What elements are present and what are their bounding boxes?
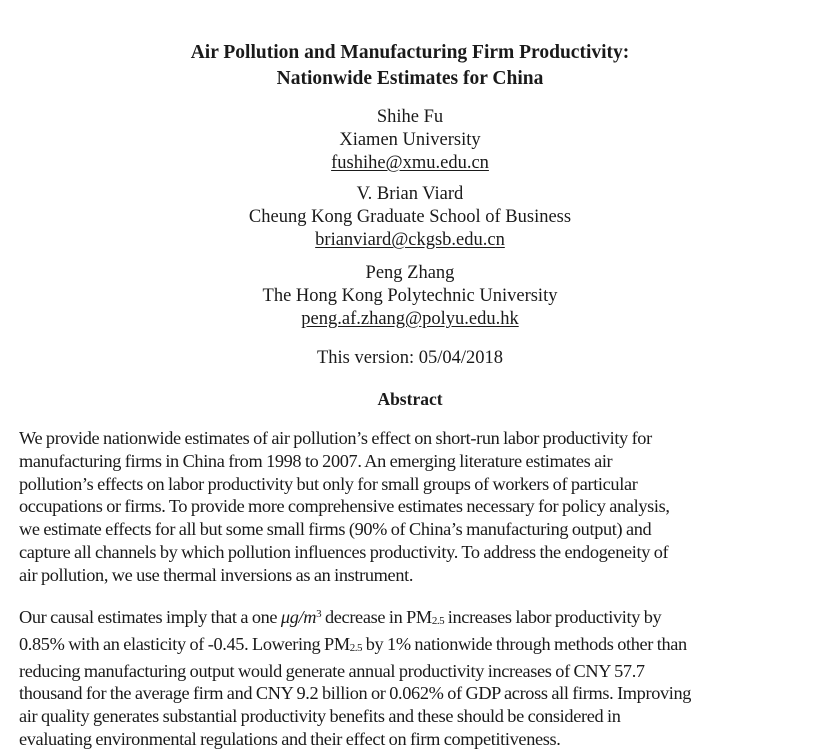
- abstract-line: capture all channels by which pollution influences productivity. To address the endogeneity of: [19, 541, 669, 562]
- version-date: This version: 05/04/2018: [316, 348, 504, 368]
- abstract-paragraph-1: [19, 427, 809, 587]
- author-block-3: [0, 262, 820, 331]
- abstract-line: reducing manufacturing output would generate annual productivity increases of CNY 57.7: [19, 660, 645, 681]
- text-run: increases labor productivity by: [444, 607, 662, 627]
- text-run: 0.85% with an elasticity of -0.45. Lowering PM: [19, 633, 350, 654]
- author-block-1: [0, 106, 820, 175]
- author-block-2: [0, 183, 820, 252]
- author-name: Shihe Fu: [376, 107, 444, 127]
- abstract-line: air pollution, we use thermal inversions as an instrument.: [19, 564, 414, 585]
- abstract-line: We provide nationwide estimates of air pollution’s effect on short-run labor productivity for: [19, 428, 652, 448]
- abstract-line: we estimate effects for all but some small firms (90% of China’s manufacturing output) and: [19, 519, 652, 540]
- author-name: V. Brian Viard: [356, 184, 464, 204]
- abstract-line: pollution’s effects on labor productivity but only for small groups of workers of particular: [19, 473, 638, 494]
- abstract-line: [19, 603, 809, 633]
- abstract-line: air quality generates substantial productivity benefits and these should be considered in: [19, 706, 621, 727]
- subscript: 2.5: [431, 615, 445, 627]
- author-affiliation: Xiamen University: [339, 130, 481, 150]
- abstract-heading: Abstract: [377, 389, 443, 409]
- author-email-link[interactable]: fushihe@xmu.edu.cn: [331, 153, 489, 173]
- abstract-line: [19, 633, 809, 660]
- paper-title: [0, 40, 820, 92]
- abstract-line: thousand for the average firm and CNY 9.2 billion or 0.062% of GDP across all firms. Improving: [19, 683, 692, 704]
- abstract-line: occupations or firms. To provide more comprehensive estimates necessary for policy analysis,: [19, 496, 670, 517]
- title-line-2: Nationwide Estimates for China: [276, 68, 544, 89]
- unit-text: μg/m: [280, 607, 317, 627]
- abstract-line: manufacturing firms in China from 1998 to 2007. An emerging literature estimates air: [19, 450, 613, 471]
- abstract-paragraph-2: [19, 603, 809, 751]
- subscript: 2.5: [349, 641, 362, 654]
- author-affiliation: Cheung Kong Graduate School of Business: [248, 207, 572, 227]
- author-email-link[interactable]: peng.af.zhang@polyu.edu.hk: [301, 309, 519, 329]
- author-name: Peng Zhang: [365, 263, 455, 283]
- text-run: by 1% nationwide through methods other than: [362, 633, 687, 654]
- title-line-1: Air Pollution and Manufacturing Firm Productivity:: [190, 42, 630, 63]
- text-run: decrease in PM: [321, 607, 432, 627]
- text-run: Our causal estimates imply that a one: [19, 607, 281, 627]
- author-email-link[interactable]: brianviard@ckgsb.edu.cn: [315, 230, 505, 250]
- abstract-line: evaluating environmental regulations and their effect on firm competitiveness.: [19, 728, 561, 749]
- author-affiliation: The Hong Kong Polytechnic University: [262, 286, 558, 306]
- superscript: 3: [316, 608, 322, 620]
